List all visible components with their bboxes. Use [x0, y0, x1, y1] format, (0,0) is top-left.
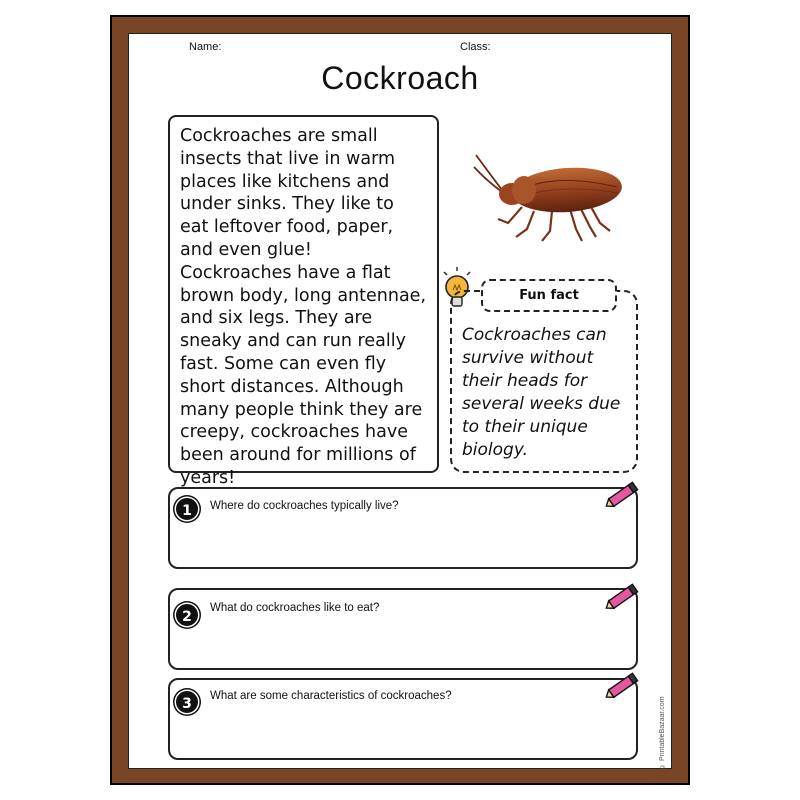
fun-fact-label: Fun fact [481, 279, 617, 312]
name-label: Name: [189, 41, 222, 53]
copyright-credit: © PrintableBazaar.com [659, 696, 666, 770]
question-3-text: What are some characteristics of cockroaches? [210, 690, 452, 702]
class-label: Class: [460, 41, 491, 53]
question-2-text: What do cockroaches like to eat? [210, 602, 380, 614]
question-number-1: 1 [176, 498, 198, 520]
question-number-3: 3 [176, 691, 198, 713]
pencil-icon [603, 480, 643, 510]
cockroach-illustration [472, 145, 627, 245]
pencil-icon [603, 582, 643, 612]
answer-box-2[interactable] [168, 588, 638, 670]
question-1-text: Where do cockroaches typically live? [210, 500, 399, 512]
pencil-icon [603, 671, 643, 701]
fun-fact-box: Cockroaches can survive without their heads for several weeks due to their unique biology. [450, 290, 638, 473]
question-number-2: 2 [176, 604, 198, 626]
reading-passage: Cockroaches are small insects that live in warm places like kitchens and under sinks. They like to eat leftover food, paper, and even glue! Cockroaches have a flat brown body, long antennae, and six legs. They are sneaky and can run really fast. Some can even fly short distances. Although many people think they are creepy, cockroaches have been around for millions of years! [168, 115, 439, 473]
page-title: Cockroach [321, 60, 479, 96]
